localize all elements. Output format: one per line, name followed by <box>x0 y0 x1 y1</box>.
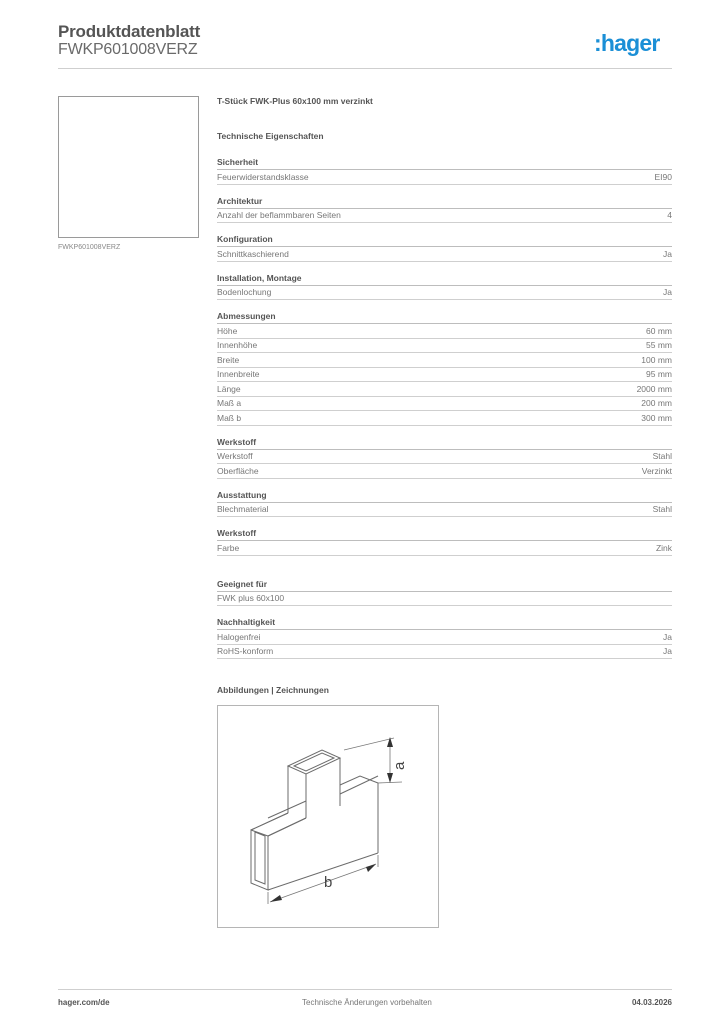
product-image-caption: FWKP601008VERZ <box>58 244 121 251</box>
group-title: Konfiguration <box>217 234 672 247</box>
spec-value: 95 mm <box>646 369 672 380</box>
spec-group-installation <box>217 273 672 301</box>
spec-value: 2000 mm <box>636 383 672 394</box>
spec-group-geeignet-fuer <box>217 579 672 607</box>
dimension-label-b: b <box>324 874 333 891</box>
spec-row <box>217 464 672 479</box>
spec-label: Farbe <box>217 542 240 553</box>
drawings-title: Abbildungen | Zeichnungen <box>217 685 329 695</box>
spec-row <box>217 247 672 262</box>
spec-value: Ja <box>663 646 672 657</box>
spec-row <box>217 368 672 383</box>
spec-group-ausstattung <box>217 490 672 518</box>
technical-drawing <box>217 705 439 928</box>
spec-row <box>217 592 672 607</box>
spec-label: Schnittkaschierend <box>217 248 289 259</box>
spec-row <box>217 645 672 660</box>
spec-label: Innenhöhe <box>217 340 258 351</box>
group-title: Installation, Montage <box>217 273 672 286</box>
spec-row <box>217 209 672 224</box>
footer-notice: Technische Änderungen vorbehalten <box>302 998 432 1007</box>
spec-row <box>217 541 672 556</box>
spec-group-werkstoff <box>217 437 672 479</box>
hager-logo: :hager <box>594 30 660 56</box>
product-image-placeholder <box>58 96 199 238</box>
section-title: Technische Eigenschaften <box>217 131 324 141</box>
footer-date: 04.03.2026 <box>631 998 672 1007</box>
spec-label: Länge <box>217 383 241 394</box>
spec-row <box>217 382 672 397</box>
spec-value: 200 mm <box>641 398 672 409</box>
spec-row <box>217 397 672 412</box>
dimension-label-a: a <box>391 761 408 770</box>
spec-value: 300 mm <box>641 412 672 423</box>
spec-value: Ja <box>663 287 672 298</box>
spec-label: Halogenfrei <box>217 631 261 642</box>
spec-value: Verzinkt <box>641 465 672 476</box>
spec-value: Ja <box>663 248 672 259</box>
spec-content <box>217 96 672 670</box>
spec-label: Blechmaterial <box>217 504 269 515</box>
spec-row <box>217 411 672 426</box>
group-title: Werkstoff <box>217 528 672 541</box>
spec-row <box>217 630 672 645</box>
spec-label: Anzahl der beflammbaren Seiten <box>217 210 341 221</box>
spec-value: EI90 <box>654 171 672 182</box>
group-title: Geeignet für <box>217 579 672 592</box>
group-title: Werkstoff <box>217 437 672 450</box>
spec-row <box>217 339 672 354</box>
spec-row <box>217 503 672 518</box>
document-title: Produktdatenblatt <box>58 22 201 41</box>
spec-group-architektur <box>217 196 672 224</box>
spec-value: 4 <box>667 210 672 221</box>
spec-label: Höhe <box>217 325 238 336</box>
spec-label: Feuerwiderstandsklasse <box>217 171 309 182</box>
spec-label: Breite <box>217 354 240 365</box>
spec-value: Zink <box>655 542 672 553</box>
spec-value: 100 mm <box>641 354 672 365</box>
group-title: Abmessungen <box>217 311 672 324</box>
spec-group-abmessungen <box>217 311 672 426</box>
article-number: FWKP601008VERZ <box>58 41 198 58</box>
spec-value: Stahl <box>652 504 672 515</box>
spec-label: Werkstoff <box>217 451 253 462</box>
spec-label: Maß a <box>217 398 242 409</box>
spec-row <box>217 353 672 368</box>
spec-value: Ja <box>663 631 672 642</box>
group-title: Sicherheit <box>217 157 672 170</box>
spec-value: Stahl <box>652 451 672 462</box>
footer-website: hager.com/de <box>58 998 110 1007</box>
spec-label: RoHS-konform <box>217 646 274 657</box>
spec-label: Maß b <box>217 412 242 423</box>
spec-label: Bodenlochung <box>217 287 272 298</box>
t-piece-drawing-icon <box>218 706 440 929</box>
spec-label: FWK plus 60x100 <box>217 593 285 604</box>
spec-group-werkstoff-farbe <box>217 528 672 556</box>
header-divider <box>58 68 672 69</box>
spec-row <box>217 324 672 339</box>
group-title: Ausstattung <box>217 490 672 503</box>
spec-group-nachhaltigkeit <box>217 617 672 659</box>
spec-row <box>217 170 672 185</box>
group-title: Nachhaltigkeit <box>217 617 672 630</box>
footer-divider <box>58 989 672 990</box>
spec-group-sicherheit <box>217 157 672 185</box>
spec-value: 55 mm <box>646 340 672 351</box>
group-title: Architektur <box>217 196 672 209</box>
spec-group-konfiguration <box>217 234 672 262</box>
spec-label: Oberfläche <box>217 465 259 476</box>
spec-label: Innenbreite <box>217 369 260 380</box>
spec-row <box>217 450 672 465</box>
spec-row <box>217 286 672 301</box>
spacer <box>217 567 672 579</box>
spec-value: 60 mm <box>646 325 672 336</box>
product-title: T-Stück FWK-Plus 60x100 mm verzinkt <box>217 96 373 106</box>
